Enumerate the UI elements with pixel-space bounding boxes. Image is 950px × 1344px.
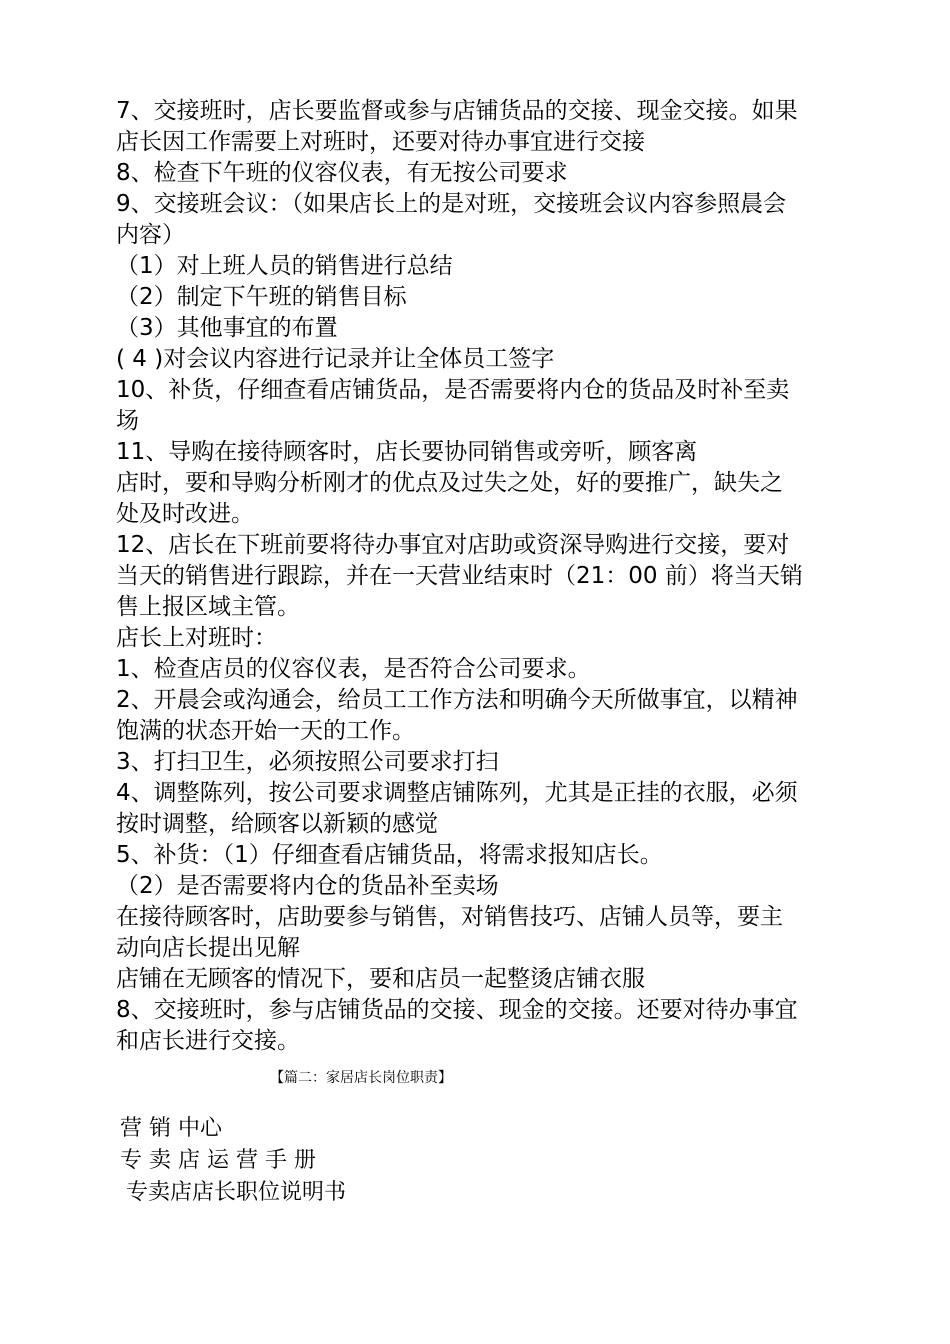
text-line: 店时，要和导购分析刚才的优点及过失之处，好的要推广，缺失之 xyxy=(116,470,783,496)
text-line: 和店长进行交接。 xyxy=(116,1028,300,1054)
text-line: （2）制定下午班的销售目标 xyxy=(116,284,407,310)
text-line: 动向店长提出见解 xyxy=(116,935,300,961)
text-line: 10、补货，仔细查看店铺货品，是否需要将内仓的货品及时补至卖 xyxy=(116,377,790,403)
text-line: 在接待顾客时，店助要参与销售，对销售技巧、店铺人员等，要主 xyxy=(116,904,783,930)
text-line: 内容） xyxy=(116,222,185,248)
text-line: 按时调整，给顾客以新颖的感觉 xyxy=(116,811,438,837)
text-line: 1、检查店员的仪容仪表，是否符合公司要求。 xyxy=(116,656,591,682)
heading-store-manager-job-description: 专卖店店长职位说明书 xyxy=(126,1180,347,1205)
text-line: ( 4 )对会议内容进行记录并让全体员工签字 xyxy=(116,346,555,372)
text-line: 4、调整陈列，按公司要求调整店铺陈列，尤其是正挂的衣服，必须 xyxy=(116,780,798,806)
text-line: （3）其他事宜的布置 xyxy=(116,315,338,341)
text-line: 3、打扫卫生，必须按照公司要求打扫 xyxy=(116,749,499,775)
heading-marketing-center: 营 销 中心 xyxy=(120,1116,222,1141)
text-line: 2、开晨会或沟通会，给员工工作方法和明确今天所做事宜，以精神 xyxy=(116,687,798,713)
text-line: 店铺在无顾客的情况下，要和店员一起整烫店铺衣服 xyxy=(116,966,645,992)
text-line: 当天的销售进行跟踪，并在一天营业结束时（21：00 前）将当天销 xyxy=(116,563,803,589)
text-line: 8、交接班时，参与店铺货品的交接、现金的交接。还要对待办事宜 xyxy=(116,997,798,1023)
text-line: 11、导购在接待顾客时，店长要协同销售或旁听，顾客离 xyxy=(116,439,698,465)
text-line: 处及时改进。 xyxy=(116,501,254,527)
text-line: 店长上对班时： xyxy=(116,625,277,651)
text-line: （2）是否需要将内仓的货品补至卖场 xyxy=(116,873,499,899)
text-line: 店长因工作需要上对班时，还要对待办事宜进行交接 xyxy=(116,129,645,155)
text-line: 饱满的状态开始一天的工作。 xyxy=(116,718,415,744)
text-line: 5、补货：（1）仔细查看店铺货品，将需求报知店长。 xyxy=(116,842,663,868)
text-line: （1）对上班人员的销售进行总结 xyxy=(116,253,453,279)
section-caption: 【篇二：家居店长岗位职责】 xyxy=(270,1070,452,1086)
text-line: 场 xyxy=(116,408,139,434)
text-line: 12、店长在下班前要将待办事宜对店助或资深导购进行交接，要对 xyxy=(116,532,790,558)
text-line: 售上报区域主管。 xyxy=(116,594,300,620)
heading-store-operations-manual: 专 卖 店 运 营 手 册 xyxy=(120,1148,316,1173)
text-line: 8、检查下午班的仪容仪表，有无按公司要求 xyxy=(116,160,568,186)
text-line: 9、交接班会议：（如果店长上的是对班，交接班会议内容参照晨会 xyxy=(116,191,787,217)
text-line: 7、交接班时，店长要监督或参与店铺货品的交接、现金交接。如果 xyxy=(116,98,798,124)
